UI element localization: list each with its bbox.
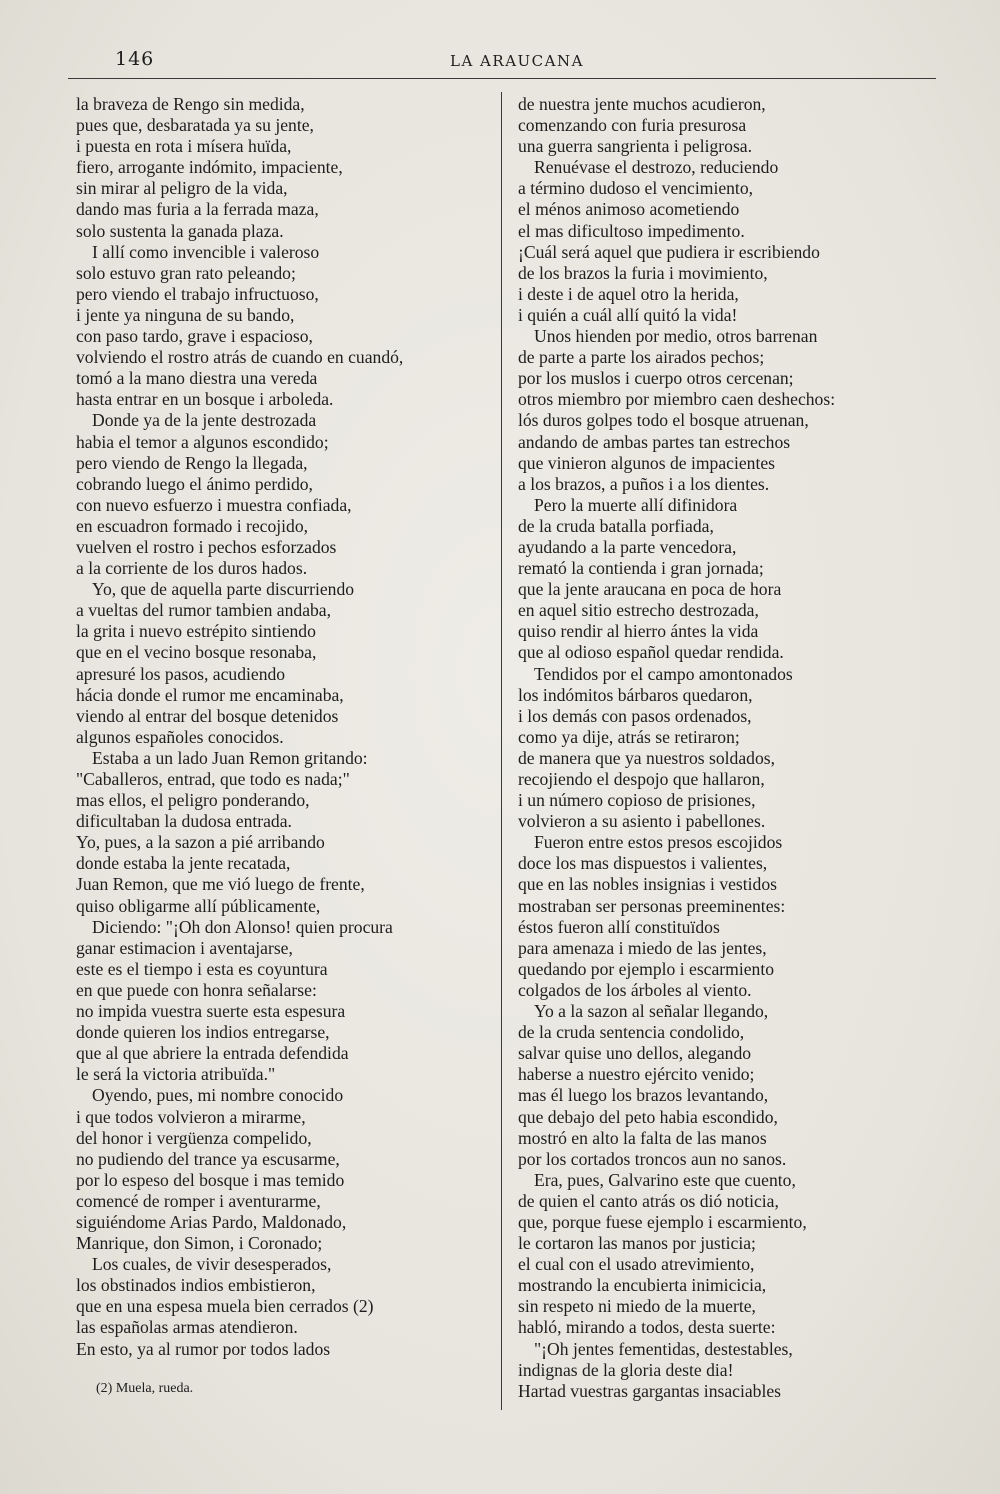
verse-line: quiso rendir al hierro ántes la vida [518, 621, 759, 642]
verse-line: de manera que ya nuestros soldados, [518, 747, 775, 768]
column-divider [501, 92, 502, 1410]
verse-line: quiso obligarme allí públicamente, [76, 895, 321, 916]
verse-line: comenzando con furia presurosa [518, 115, 747, 136]
verse-line: a vueltas del rumor tambien andaba, [76, 600, 332, 621]
verse-line: mas ellos, el peligro ponderando, [76, 790, 310, 811]
verse-line: el ménos animoso acometiendo [518, 199, 740, 220]
page-header [115, 44, 935, 76]
verse-line: a término dudoso el vencimiento, [518, 178, 754, 199]
verse-line: que debajo del peto habia escondido, [518, 1106, 778, 1127]
verse-line: i que todos volvieron a mirarme, [76, 1106, 306, 1127]
verse-line: en escuadron formado i recojido, [76, 515, 309, 536]
verse-line: fiero, arrogante indómito, impaciente, [76, 157, 343, 178]
verse-line: Los cuales, de vivir desesperados, [92, 1254, 332, 1275]
verse-line: apresuré los pasos, acudiendo [76, 663, 286, 684]
verse-line: colgados de los árboles al viento. [518, 979, 752, 1000]
verse-line: volviendo el rostro atrás de cuando en cuandó, [76, 347, 404, 368]
verse-line: Donde ya de la jente destrozada [92, 410, 317, 431]
verse-line: que, porque fuese ejemplo i escarmiento, [518, 1211, 807, 1232]
footnote: (2) Muela, rueda. [96, 1381, 194, 1396]
verse-line: i jente ya ninguna de su bando, [76, 304, 295, 325]
verse-line: hasta entrar en un bosque i arboleda. [76, 389, 334, 410]
verse-line: "¡Oh jentes fementidas, destestables, [534, 1338, 793, 1359]
verse-line: el mas dificultoso impedimento. [518, 220, 745, 241]
verse-line: ganar estimacion i aventajarse, [76, 937, 293, 958]
verse-line: andando de ambas partes tan estrechos [518, 431, 791, 452]
verse-line: una guerra sangrienta i peligrosa. [518, 136, 753, 157]
verse-line: i puesta en rota i mísera huïda, [76, 136, 292, 157]
verse-line: de la cruda sentencia condolido, [518, 1022, 745, 1043]
verse-line: vuelven el rostro i pechos esforzados [76, 536, 337, 557]
verse-line: de nuestra jente muchos acudieron, [518, 94, 766, 114]
verse-line: la braveza de Rengo sin medida, [76, 94, 305, 114]
verse-line: el cual con el usado atrevimiento, [518, 1254, 755, 1275]
verse-line: Juan Remon, que me vió luego de frente, [76, 874, 365, 895]
verse-line: no pudiendo del trance ya escusarme, [76, 1148, 340, 1169]
verse-line: Hartad vuestras gargantas insaciables [518, 1380, 781, 1401]
verse-line: solo estuvo gran rato peleando; [76, 262, 296, 283]
verse-line: sin respeto ni miedo de la muerte, [518, 1296, 756, 1317]
verse-line: en que puede con honra señalarse: [76, 979, 317, 1000]
verse-line: solo sustenta la ganada plaza. [76, 220, 284, 241]
verse-line: por los muslos i cuerpo otros cercenan; [518, 368, 794, 389]
verse-line: ayudando a la parte vencedora, [518, 536, 737, 557]
verse-line: este es el tiempo i esta es coyuntura [76, 958, 328, 979]
verse-line: a la corriente de los duros hados. [76, 558, 308, 579]
verse-line: los obstinados indios embistieron, [76, 1275, 316, 1296]
verse-line: i quién a cuál allí quitó la vida! [518, 304, 738, 325]
verse-line: le será la victoria atribuïda." [76, 1064, 276, 1085]
verse-line: i deste i de aquel otro la herida, [518, 283, 739, 304]
verse-line: que al que abriere la entrada defendida [76, 1043, 349, 1064]
verse-line: En esto, ya al rumor por todos lados [76, 1338, 331, 1359]
verse-line: salvar quise uno dellos, alegando [518, 1043, 752, 1064]
verse-line: habló, mirando a todos, desta suerte: [518, 1317, 776, 1338]
verse-line: como ya dije, atrás se retiraron; [518, 726, 740, 747]
verse-line: pero viendo el trabajo infructuoso, [76, 283, 319, 304]
verse-line: quedando por ejemplo i escarmiento [518, 958, 775, 979]
verse-line: volvieron a su asiento i pabellones. [518, 811, 766, 832]
verse-line: comencé de romper i aventurarme, [76, 1190, 321, 1211]
verse-line: siguiéndome Arias Pardo, Maldonado, [76, 1211, 347, 1232]
verse-line: con nuevo esfuerzo i muestra confiada, [76, 494, 352, 515]
verse-line: Manrique, don Simon, i Coronado; [76, 1233, 323, 1254]
verse-line: donde quieren los indios entregarse, [76, 1022, 330, 1043]
verse-line: pero viendo de Rengo la llegada, [76, 452, 308, 473]
verse-line: que en las nobles insignias i vestidos [518, 874, 777, 895]
verse-line: mas él luego los brazos levantando, [518, 1085, 769, 1106]
right-column [518, 94, 918, 1402]
verse-line: Era, pues, Galvarino este que cuento, [534, 1169, 796, 1190]
verse-line: que vinieron algunos de impacientes [518, 452, 775, 473]
verse-line: haberse a nuestro ejército venido; [518, 1064, 755, 1085]
verse-line: indignas de la gloria deste dia! [518, 1359, 734, 1380]
verse-line: algunos españoles conocidos. [76, 726, 284, 747]
verse-line: Estaba a un lado Juan Remon gritando: [92, 747, 368, 768]
verse-line: de la cruda batalla porfiada, [518, 515, 714, 536]
verse-line: mostró en alto la falta de las manos [518, 1127, 767, 1148]
verse-line: Renuévase el destrozo, reduciendo [534, 157, 779, 178]
verse-line: i los demás con pasos ordenados, [518, 705, 752, 726]
verse-line: habia el temor a algunos escondido; [76, 431, 329, 452]
verse-line: sin mirar al peligro de la vida, [76, 178, 288, 199]
verse-line: Unos hienden por medio, otros barrenan [534, 326, 818, 347]
verse-line: que en el vecino bosque resonaba, [76, 642, 317, 663]
verse-line: recojiendo el despojo que hallaron, [518, 769, 765, 789]
page-number: 146 [115, 48, 155, 70]
verse-line: por lo espeso del bosque i mas temido [76, 1169, 345, 1190]
verse-line: los indómitos bárbaros quedaron, [518, 684, 753, 705]
verse-line: en aquel sitio estrecho destrozada, [518, 600, 759, 621]
verse-line: tomó a la mano diestra una vereda [76, 368, 318, 389]
verse-line: la grita i nuevo estrépito sintiendo [76, 621, 316, 642]
verse-line: i un número copioso de prisiones, [518, 790, 756, 811]
verse-line: de parte a parte los airados pechos; [518, 347, 765, 368]
verse-line: Tendidos por el campo amontonados [534, 663, 793, 684]
verse-line: que al odioso español quedar rendida. [518, 642, 784, 663]
verse-line: "Caballeros, entrad, que todo es nada;" [76, 769, 350, 789]
verse-line: de quien el canto atrás os dió noticia, [518, 1190, 779, 1211]
verse-line: ¡Cuál será aquel que pudiera ir escribiendo [518, 241, 820, 262]
verse-line: que en una espesa muela bien cerrados (2) [76, 1296, 374, 1317]
verse-line: Fueron entre estos presos escojidos [534, 832, 783, 853]
verse-line: dificultaban la dudosa entrada. [76, 811, 292, 832]
verse-line: mostraban ser personas preeminentes: [518, 895, 786, 916]
verse-line: éstos fueron allí constituïdos [518, 916, 720, 937]
verse-line: dando mas furia a la ferrada maza, [76, 199, 319, 220]
verse-line: le cortaron las manos por justicia; [518, 1233, 756, 1254]
verse-line: a los brazos, a puños i a los dientes. [518, 473, 770, 494]
verse-line: pues que, desbaratada ya su jente, [76, 115, 314, 136]
verse-line: para amenaza i miedo de las jentes, [518, 937, 767, 958]
verse-line: Yo a la sazon al señalar llegando, [534, 1001, 769, 1022]
verse-line: remató la contienda i gran jornada; [518, 558, 764, 579]
header-rule [68, 78, 936, 79]
verse-line: las españolas armas atendieron. [76, 1317, 298, 1338]
verse-line: Pero la muerte allí difinidora [534, 494, 738, 515]
left-column [76, 94, 486, 1360]
verse-line: con paso tardo, grave i espacioso, [76, 326, 313, 347]
verse-line: de los brazos la furia i movimiento, [518, 262, 768, 283]
verse-line: donde estaba la jente recatada, [76, 853, 291, 874]
verse-line: Yo, que de aquella parte discurriendo [92, 579, 355, 600]
verse-line: que la jente araucana en poca de hora [518, 579, 782, 600]
verse-line: Yo, pues, a la sazon a pié arribando [76, 832, 325, 853]
verse-line: viendo al entrar del bosque detenidos [76, 705, 339, 726]
verse-line: lós duros golpes todo el bosque atruenan, [518, 410, 809, 431]
verse-line: hácia donde el rumor me encaminaba, [76, 684, 344, 705]
verse-line: no impida vuestra suerte esta espesura [76, 1001, 346, 1022]
verse-line: doce los mas dispuestos i valientes, [518, 853, 768, 874]
verse-line: por los cortados troncos aun no sanos. [518, 1148, 787, 1169]
verse-line: del honor i vergüenza compelido, [76, 1127, 312, 1148]
verse-line: otros miembro por miembro caen deshechos: [518, 389, 836, 410]
verse-line: I allí como invencible i valeroso [92, 241, 320, 262]
verse-line: cobrando luego el ánimo perdido, [76, 473, 313, 494]
verse-line: Diciendo: "¡Oh don Alonso! quien procura [92, 916, 393, 937]
running-title: LA ARAUCANA [450, 52, 584, 70]
verse-line: mostrando la encubierta inimicicia, [518, 1275, 767, 1296]
verse-line: Oyendo, pues, mi nombre conocido [92, 1085, 344, 1106]
